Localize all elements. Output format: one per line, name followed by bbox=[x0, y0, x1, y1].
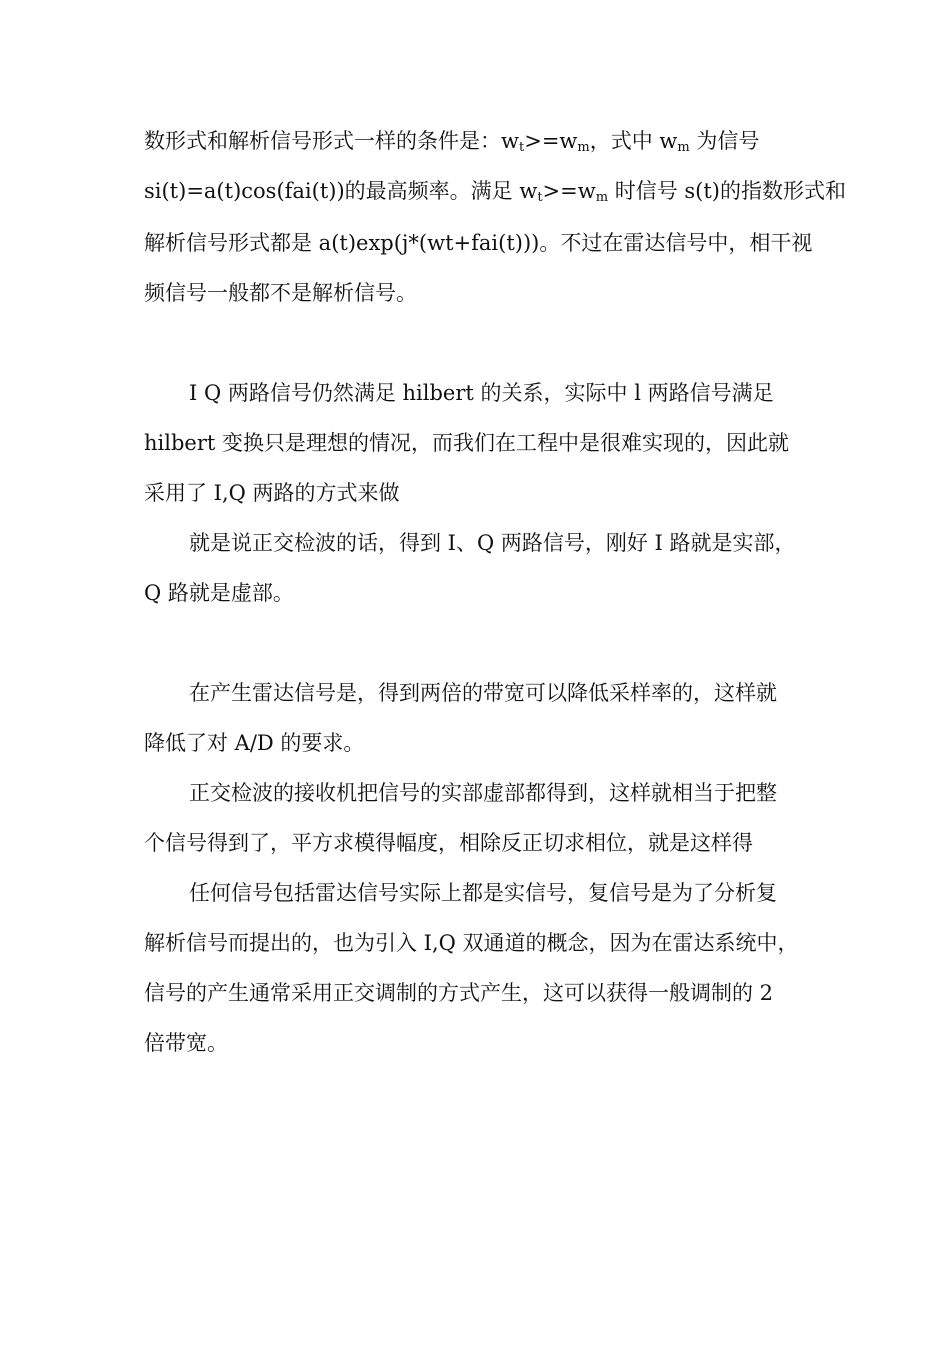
p1-line-2-text-a: si(t)=a(t)cos(fai(t))的最高频率。满足 w bbox=[144, 179, 538, 203]
p1-line-2-text-b: >=w bbox=[542, 179, 596, 203]
p1-line-2 bbox=[144, 177, 846, 205]
p2-line-3: 采用了 I,Q 两路的方式来做 bbox=[144, 481, 400, 505]
p4-line-1: 在产生雷达信号是，得到两倍的带宽可以降低采样率的，这样就 bbox=[189, 681, 777, 705]
subscript-m: m bbox=[677, 140, 690, 155]
p6-line-1: 任何信号包括雷达信号实际上都是实信号，复信号是为了分析复 bbox=[189, 881, 777, 905]
subscript-m: m bbox=[595, 190, 609, 205]
p1-line-4: 频信号一般都不是解析信号。 bbox=[144, 281, 417, 305]
p1-line-1-text-c: ，式中 w bbox=[589, 129, 678, 153]
subscript-m: m bbox=[577, 140, 590, 155]
p6-line-2: 解析信号而提出的，也为引入 I,Q 双通道的概念，因为在雷达系统中， bbox=[144, 931, 799, 955]
p6-line-4: 倍带宽。 bbox=[144, 1031, 228, 1055]
p1-line-3: 解析信号形式都是 a(t)exp(j*(wt+fai(t)))。不过在雷达信号中，相干视 bbox=[144, 231, 813, 255]
p5-line-2: 个信号得到了，平方求模得幅度，相除反正切求相位，就是这样得 bbox=[144, 831, 753, 855]
p1-line-1 bbox=[144, 127, 759, 155]
p1-line-1-text-b: >=w bbox=[524, 129, 578, 153]
p1-line-1-text-d: 为信号 bbox=[689, 129, 760, 153]
p2-line-2: hilbert 变换只是理想的情况，而我们在工程中是很难实现的，因此就 bbox=[144, 431, 789, 455]
p4-line-2: 降低了对 A/D 的要求。 bbox=[144, 731, 365, 755]
subscript-t: t bbox=[518, 140, 525, 155]
p3-line-2: Q 路就是虚部。 bbox=[144, 581, 294, 605]
p3-line-1: 就是说正交检波的话，得到 I、Q 两路信号，刚好 I 路就是实部， bbox=[189, 531, 796, 555]
p6-line-3: 信号的产生通常采用正交调制的方式产生，这可以获得一般调制的 2 bbox=[144, 981, 774, 1005]
p2-line-1: I Q 两路信号仍然满足 hilbert 的关系，实际中 l 两路信号满足 bbox=[189, 381, 774, 405]
subscript-t: t bbox=[537, 190, 543, 205]
p1-line-2-text-c: 时信号 s(t)的指数形式和 bbox=[608, 179, 846, 203]
p1-line-1-text-a: 数形式和解析信号形式一样的条件是：w bbox=[144, 129, 519, 153]
p5-line-1: 正交检波的接收机把信号的实部虚部都得到，这样就相当于把整 bbox=[189, 781, 777, 805]
